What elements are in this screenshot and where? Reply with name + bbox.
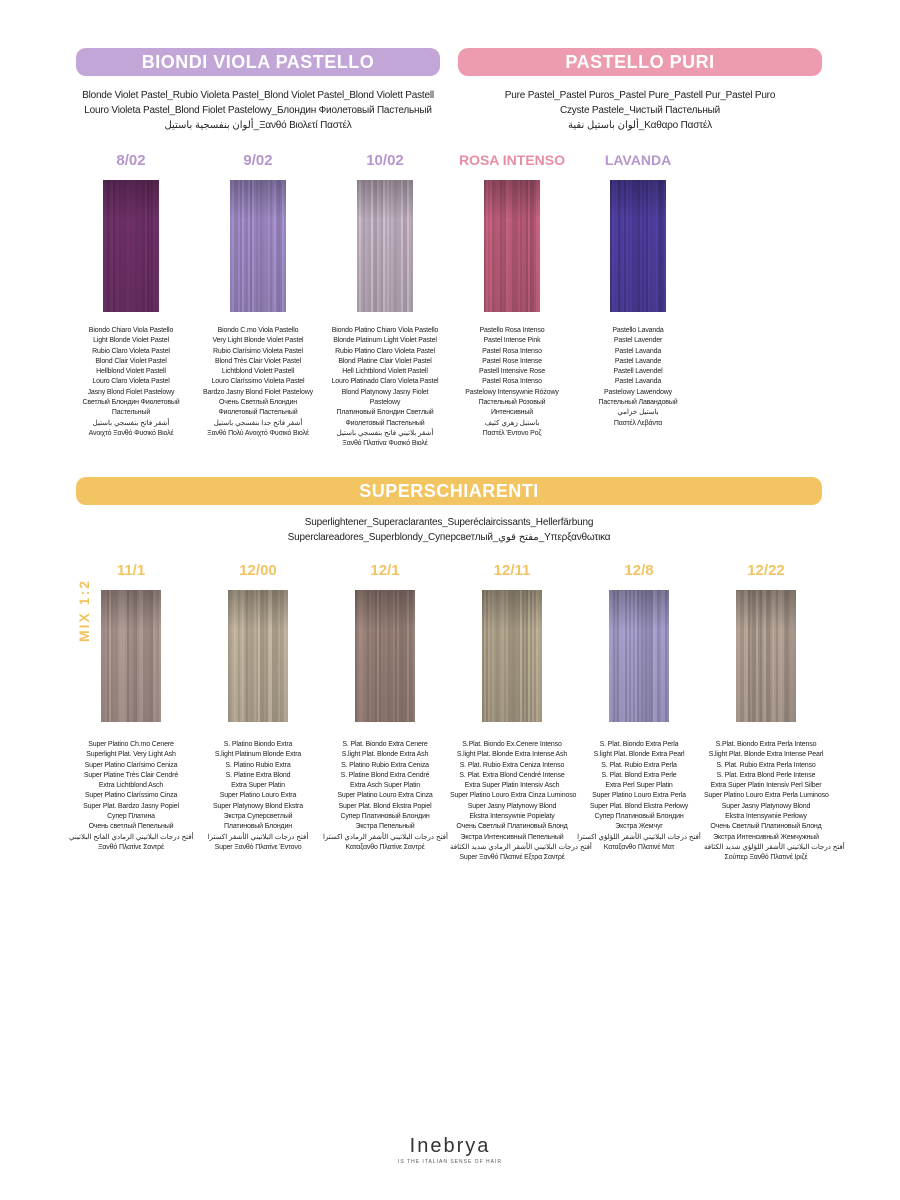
description-line: Pastel Intense Pink <box>483 337 541 345</box>
shade-code: ROSA INTENSO <box>458 152 566 168</box>
description-line: Louro Platinado Claro Violeta Pastel <box>331 378 439 386</box>
description-line: S. Platine Extra Blond <box>225 771 291 779</box>
description-line: Pastel Lavanda <box>614 347 662 355</box>
description-line: Biondo Platino Chiaro Viola Pastello <box>331 327 439 334</box>
description-line: S.light Platinum Blonde Extra <box>214 751 302 759</box>
description-line: Ανοιχτό Ξανθό Φυσικό Βιολέ <box>88 429 174 437</box>
shade-code: 8/02 <box>116 152 146 169</box>
description-line: Light Blonde Violet Pastel <box>93 337 169 345</box>
description-line: Super Jasny Platynowy Blond <box>467 802 557 810</box>
description-line: Pastello Lavanda <box>612 327 664 334</box>
description-line: S. Platino Rubio Extra <box>225 761 291 769</box>
shade-code: LAVANDA <box>604 152 672 168</box>
description-line: Biondo C.mo Viola Pastello <box>217 327 299 334</box>
description-line: Пастельный Лавандовый <box>598 399 678 407</box>
description-line: Экстра Интенсивный Жемчужный <box>713 833 819 841</box>
description-line: Super Platino Louro Extra <box>219 792 297 800</box>
description-line: Pastel Lavande <box>614 357 662 365</box>
description-line: Экстра Жемчуг <box>615 823 663 831</box>
description-line: Extra Lichtblond Asch <box>98 782 164 790</box>
description-line: Очень Светлый Платиновый Блонд <box>710 823 822 831</box>
shade-description <box>450 740 592 864</box>
description-line: أفتح درجات البلاتيني الرمادي الفاتح البلاتيني <box>69 833 194 841</box>
shade-description <box>323 326 447 450</box>
description-line: أفتح درجات البلاتيني الأشقر اللؤلؤي شديد الكثافة <box>704 843 845 851</box>
description-line: S. Platino Rubio Extra Ceniza <box>341 761 429 769</box>
shade-description <box>450 326 574 439</box>
description-line: Very Light Blonde Violet Pastel <box>212 337 304 345</box>
subtitle-line: ألوان بنفسجية باستيل_Ξανθό Βιολετί Παστέλ <box>164 120 352 131</box>
description-line: Ekstra Intensywnie Perłowy <box>725 813 807 821</box>
description-line: Экстра Интенсивный Пепельный <box>460 833 564 841</box>
description-line: Пастельный <box>111 409 151 417</box>
description-line: Ekstra Intensywnie Popielaty <box>469 813 555 821</box>
shade-code: 11/1 <box>116 562 146 579</box>
description-line: Extra Super Platin Intensiv Perl Silber <box>710 782 822 790</box>
description-line: S. Plat. Extra Blond Cendré Intense <box>459 771 565 779</box>
description-line: Blond Platynowy Jasny Fiolet <box>341 388 429 396</box>
description-line: Hellblond Violett Pastell <box>96 368 166 376</box>
description-line: S. Plat. Rubio Extra Perla Intenso <box>716 761 816 769</box>
description-line: Super Jasny Platynowy Blond <box>721 802 811 810</box>
description-line: Очень Светлый Блондин <box>219 399 297 407</box>
description-line: Extra Super Platin <box>231 782 285 790</box>
banner-superschiarenti: SUPERSCHIARENTI <box>76 477 822 505</box>
shade-code: 9/02 <box>243 152 273 169</box>
description-line: Bardzo Jasny Blond Fiolet Pastelowy <box>203 388 313 396</box>
description-line: Extra Super Platin Intensiv Asch <box>464 782 560 790</box>
description-line: S. Plat. Biondo Extra Perla <box>599 741 679 748</box>
hair-color-swatch <box>228 590 288 722</box>
description-line: Pastel Rosa Intenso <box>482 378 542 386</box>
description-line: Супер Платиновый Блондин <box>594 813 684 821</box>
description-line: Blond Très Clair Violet Pastel <box>214 357 302 365</box>
description-line: Pastelowy Intensywnie Różowy <box>465 388 559 396</box>
description-line: Очень Светлый Платиновый Блонд <box>456 823 568 831</box>
description-line: Платиновый Блондин Светлый <box>336 409 434 417</box>
description-line: Jasny Blond Fiolet Pastelowy <box>87 388 175 396</box>
description-line: Louro Claro Violeta Pastel <box>92 378 170 386</box>
section1-subtitle <box>76 88 440 133</box>
shade-code: 12/8 <box>624 562 654 579</box>
shade-description <box>704 740 845 864</box>
description-line: Ξανθό Πολύ Ανοιχτό Φυσικό Βιολέ <box>207 429 309 437</box>
description-line: Rubio Platino Claro Violeta Pastel <box>335 347 435 355</box>
description-line: S.Plat. Biondo Ex.Cenere Intenso <box>462 741 562 748</box>
description-line: Καταξανθο Πλατινέ Ματ <box>603 843 675 851</box>
description-line: Extra Perl Super Platin <box>605 782 673 790</box>
description-line: S. Platine Blond Extra Cendré <box>340 771 430 779</box>
shade-code: 12/1 <box>370 562 400 579</box>
description-line: S. Plat. Rubio Extra Ceniza Intenso <box>459 761 565 769</box>
description-line: Σούπερ Ξανθό Πλατινέ Ιριζέ <box>724 854 808 862</box>
description-line: Biondo Chiaro Viola Pastello <box>88 327 174 334</box>
brand-name: Inebrya <box>409 1135 491 1157</box>
hair-color-swatch <box>357 180 413 312</box>
description-line: S. Plat. Blond Extra Perle <box>601 771 677 779</box>
description-line: Extra Asch Super Platin <box>349 782 421 790</box>
description-line: Pastello Rosa Intenso <box>479 327 545 334</box>
description-line: Супер Платина <box>107 813 155 821</box>
subtitle-line: Blonde Violet Pastel_Rubio Violeta Pastel_Blond Violet Pastel_Blond Violett Pastell <box>82 90 434 101</box>
brand-logo <box>0 1135 900 1165</box>
description-line: Экстра Пепельный <box>355 823 415 831</box>
shade-description <box>323 740 447 853</box>
description-line: Super Plat. Blond Ekstra Popiel <box>338 802 432 810</box>
description-line: Фиолетовый Пастельный <box>345 419 425 427</box>
description-line: أشقر فاتح بنفسجي باستيل <box>92 419 170 427</box>
subtitle-line: Pure Pastel_Pastel Puros_Pastel Pure_Pastell Pur_Pastel Puro <box>504 90 776 101</box>
subtitle-line: Superlightener_Superaclarantes_Superéclaircissants_Hellerfärbung <box>304 517 594 528</box>
description-line: Rubio Clarísimo Violeta Pastel <box>213 347 303 355</box>
description-line: أفتح درجات البلاتيني الأشقر اللؤلؤي اكسترا <box>577 833 701 841</box>
section2-subtitle <box>458 88 822 133</box>
description-line: Super Plat. Blond Ekstra Perłowy <box>589 802 689 810</box>
description-line: Blond Platine Clair Violet Pastel <box>338 357 432 365</box>
description-line: Παστέλ Έντονο Ροζ <box>482 429 542 437</box>
shade-code: 10/02 <box>366 152 404 169</box>
description-line: باستيل زهري كثيف <box>484 419 540 427</box>
description-line: Pastell Lavendel <box>613 368 663 376</box>
shade-code: 12/11 <box>493 562 531 579</box>
description-line: S.light Plat. Blonde Extra Intense Pearl <box>708 751 824 759</box>
subtitle-line: Louro Violeta Pastel_Blond Fiolet Pastelowy_Блондин Фиолетовый Пастельный <box>84 105 432 116</box>
subtitle-line: Superclareadores_Superblondy_Суперсветлый_مفتح قوي_Υπερξανθωτικα <box>287 532 611 543</box>
description-line: أفتح درجات البلاتيني الأشقر اكسترا <box>207 833 309 841</box>
description-line: S.Plat. Biondo Extra Perla Intenso <box>715 741 817 748</box>
description-line: Pastel Lavanda <box>614 378 662 386</box>
description-line: Pastel Rosa Intenso <box>482 347 542 355</box>
description-line: Καταξανθο Πλατίνε Σαντρέ <box>345 843 425 851</box>
hair-color-swatch <box>355 590 415 722</box>
shade-description <box>576 326 700 429</box>
description-line: Louro Claríssimo Violeta Pastel <box>211 378 305 386</box>
shade-description <box>196 740 320 853</box>
description-line: Superlight Plat. Very Light Ash <box>86 751 176 759</box>
description-line: أشقر بلاتيني فاتح بنفسجي باستيل <box>336 429 434 437</box>
description-line: Pastel Lavender <box>613 337 663 345</box>
description-line: Hell Lichtblond Violett Pastell <box>342 368 428 376</box>
description-line: Pastelowy Lawendowy <box>604 388 672 396</box>
shade-description <box>69 740 193 853</box>
description-line: Super Platino Louro Extra Cinza <box>337 792 433 800</box>
description-line: S. Plat. Rubio Extra Perla <box>601 761 677 769</box>
description-line: Интенсивный <box>490 409 534 417</box>
hair-color-swatch <box>609 590 669 722</box>
description-line: أفتح درجات البلاتيني الأشقر الرمادي اكسترا <box>323 833 448 841</box>
shade-code: 12/22 <box>747 562 785 579</box>
shade-code: 12/00 <box>239 562 277 579</box>
description-line: S.light Plat. Blonde Extra Intense Ash <box>456 751 568 759</box>
description-line: Super Platino Louro Extra Perla Luminoso <box>704 792 829 800</box>
description-line: Ξανθό Πλατίνα Φυσικό Βιολέ <box>342 440 428 448</box>
description-line: Rubio Claro Violeta Pastel <box>92 347 170 355</box>
hair-color-swatch <box>610 180 666 312</box>
section3-subtitle <box>76 515 822 545</box>
hair-color-swatch <box>736 590 796 722</box>
description-line: Фиолетовый Пастельный <box>218 409 298 417</box>
description-line: أشقر فاتح جدا بنفسجي باستيل <box>213 419 303 427</box>
description-line: Super Platine Très Clair Cendré <box>83 771 179 779</box>
description-line: Пастельный Розовый <box>478 399 546 407</box>
brand-tagline: IS THE ITALIAN SENSE OF HAIR <box>398 1159 502 1165</box>
banner-pastello-puri: PASTELLO PURI <box>458 48 822 76</box>
hair-color-swatch <box>103 180 159 312</box>
description-line: Blond Clair Violet Pastel <box>95 357 167 365</box>
description-line: Super Platino Ch.mo Cenere <box>88 741 174 748</box>
description-line: Lichtblond Violett Pastell <box>221 368 295 376</box>
hair-color-swatch <box>101 590 161 722</box>
description-line: باستيل خزامي <box>617 409 659 417</box>
subtitle-line: ألوان باستيل نقية_Καθαρο Παστέλ <box>568 120 712 131</box>
description-line: S. Platino Biondo Extra <box>223 741 293 748</box>
description-line: Super Platino Louro Extra Cinza Luminoso <box>450 792 577 800</box>
subtitle-line: Czyste Pastele_Чистый Пастельный <box>559 105 721 116</box>
description-line: Super Ξανθό Πλατίνε Έντονο <box>214 843 302 851</box>
description-line: Ξανθό Πλατίνε Σαντρέ <box>98 843 164 851</box>
description-line: Super Platino Clarísimo Ceniza <box>84 761 178 769</box>
description-line: Super Platino Claríssimo Cinza <box>84 792 178 800</box>
description-line: Светлый Блондин Фиолетовый <box>82 399 180 407</box>
hair-color-swatch <box>482 590 542 722</box>
shade-description <box>577 740 701 853</box>
shade-description <box>196 326 320 439</box>
description-line: S.light Plat. Blonde Extra Ash <box>341 751 429 759</box>
description-line: Super Plat. Bardzo Jasny Popiel <box>83 802 179 810</box>
description-line: Pastelowy <box>369 399 401 407</box>
description-line: Pastel Rose Intense <box>482 357 542 365</box>
description-line: Blonde Platinum Light Violet Pastel <box>333 337 437 345</box>
description-line: Платиновый Блондин <box>224 823 292 831</box>
description-line: Супер Платиновый Блондин <box>340 813 430 821</box>
description-line: S. Plat. Biondo Extra Cenere <box>342 741 428 748</box>
description-line: Παστέλ Λεβάντα <box>613 419 663 427</box>
description-line: أفتح درجات البلاتيني الأشقر الرمادي شديد الكثافة <box>450 843 592 851</box>
description-line: Super Platino Louro Extra Perla <box>592 792 686 800</box>
banner-biondi-viola-pastello: BIONDI VIOLA PASTELLO <box>76 48 440 76</box>
description-line: S. Plat. Extra Blond Perle Intense <box>716 771 816 779</box>
description-line: Super Platynowy Blond Ekstra <box>213 802 303 810</box>
hair-color-swatch <box>230 180 286 312</box>
shade-description <box>69 326 193 439</box>
description-line: Экстра Суперсветлый <box>223 813 293 821</box>
description-line: S.light Plat. Blonde Extra Pearl <box>593 751 685 759</box>
description-line: Pastell Intensive Rose <box>479 368 545 376</box>
description-line: Очень светлый Пепельный <box>88 823 174 831</box>
mix-ratio-label: MIX 1:2 <box>76 578 92 642</box>
description-line: Super Ξανθό Πλατινέ Εξτρα Σαντρέ <box>459 854 565 862</box>
hair-color-swatch <box>484 180 540 312</box>
